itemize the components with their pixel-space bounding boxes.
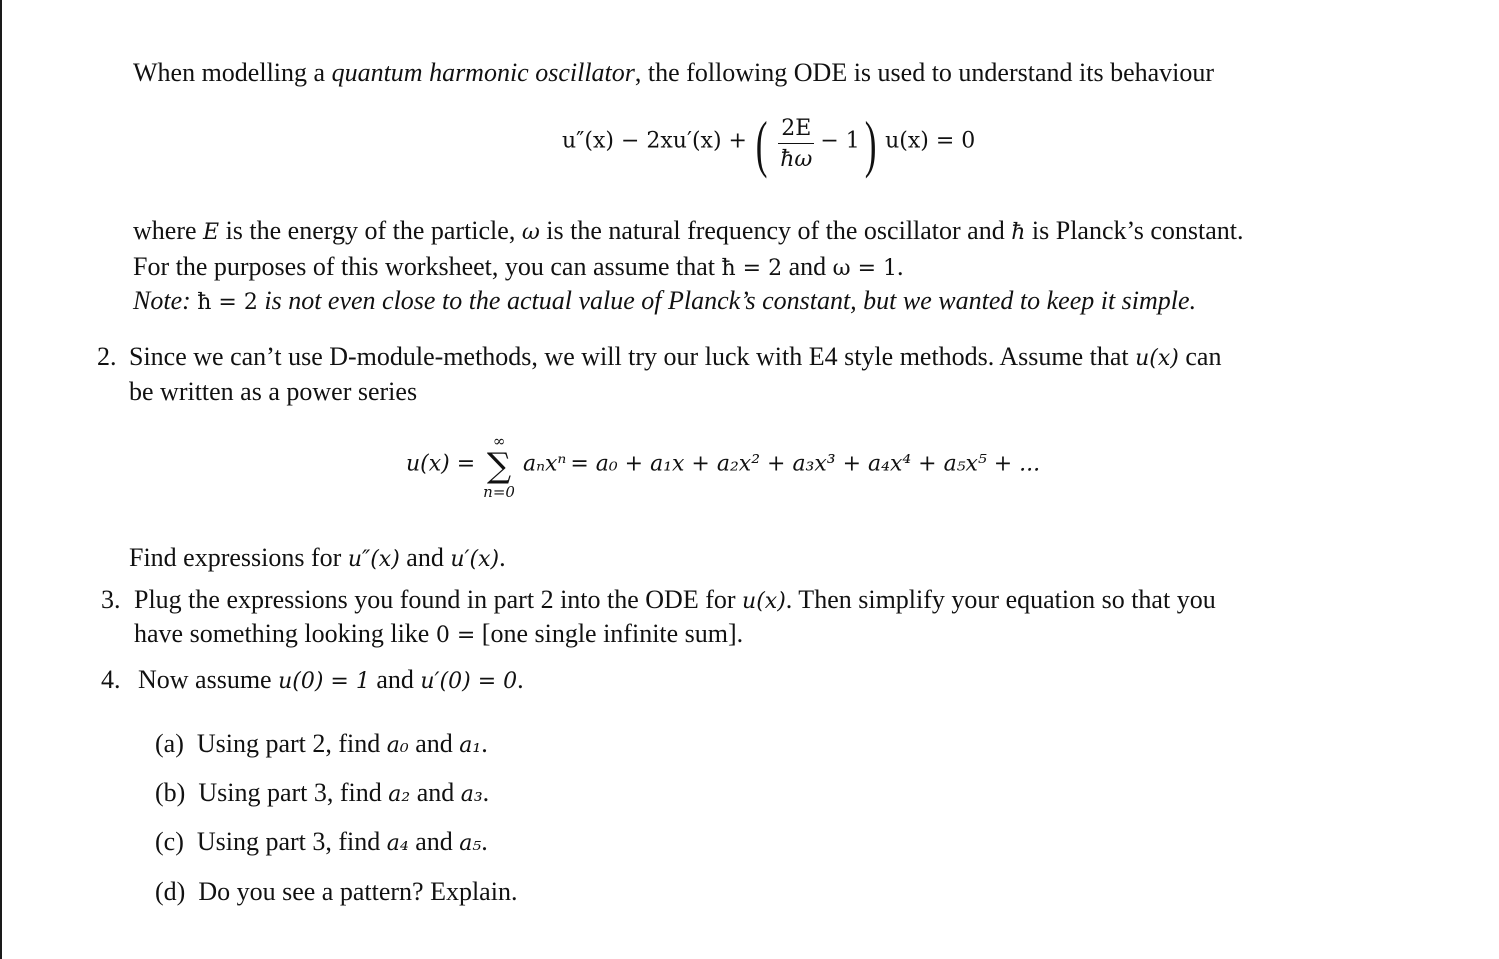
- subitem-d: (d) Do you see a pattern? Explain.: [155, 877, 518, 906]
- left-paren: (: [755, 108, 768, 179]
- ode-equation: [562, 108, 976, 179]
- energy-symbol: E: [203, 220, 220, 245]
- note-line: Note: ħ = 2 is not even close to the actual value of Planck’s constant, but we wanted to keep it simple.: [133, 286, 1197, 315]
- page-left-edge: [0, 0, 2, 959]
- initial-condition-u: u(0) = 1: [278, 669, 370, 694]
- item-4-line: Now assume u(0) = 1 and u′(0) = 0.: [138, 665, 524, 694]
- item-2-number: 2.: [97, 342, 117, 371]
- note-hbar: ħ = 2: [197, 290, 258, 315]
- subitem-label: (d): [155, 877, 186, 906]
- sum-upper-limit: ∞: [492, 432, 506, 450]
- sum-lower-limit: n=0: [483, 483, 515, 501]
- series-expansion: = a₀ + a₁x + a₂x² + a₃x³ + a₄x⁴ + a₅x⁵ + ...: [570, 451, 1041, 477]
- intro-text-end: , the following ODE is used to understand its behaviour: [634, 58, 1215, 87]
- ode-rhs: u(x) = 0: [885, 128, 976, 154]
- where-line: where E is the energy of the particle, ω is the natural frequency of the oscillator and ħ is Planck’s constant.: [133, 216, 1244, 245]
- find-line: Find expressions for u″(x) and u′(x).: [129, 543, 506, 572]
- item-3-number: 3.: [101, 585, 121, 614]
- hbar-value: ħ = 2: [721, 256, 783, 281]
- right-paren: ): [864, 108, 877, 179]
- u-prime: u′(x): [450, 547, 500, 572]
- sigma-symbol: ∑: [486, 446, 512, 486]
- fraction-denominator: ħω: [780, 147, 813, 172]
- fraction-numerator: 2E: [778, 116, 814, 144]
- assume-line: For the purposes of this worksheet, you can assume that ħ = 2 and ω = 1.: [133, 252, 904, 281]
- item-2-line-1: Since we can’t use D-module-methods, we will try our luck with E4 style methods. Assume that u(x) can: [129, 342, 1222, 371]
- omega-symbol: ω: [521, 220, 540, 245]
- item-4-number: 4.: [101, 665, 121, 694]
- ode-fraction: [778, 116, 814, 172]
- subitem-label: (b): [155, 778, 186, 807]
- zero-equals: 0 =: [435, 623, 476, 648]
- hbar-symbol: ħ: [1011, 220, 1026, 245]
- item-2-line-2: be written as a power series: [129, 377, 418, 406]
- omega-value: ω = 1: [832, 256, 898, 281]
- item-3-line-1: Plug the expressions you found in part 2 into the ODE for u(x). Then simplify your equation so that you: [134, 585, 1216, 614]
- ode-minus-one: − 1: [820, 128, 860, 154]
- intro-text: When modelling a: [133, 58, 332, 87]
- power-series-equation: [406, 432, 1040, 502]
- subitem-c: (c) Using part 3, find a₄ and a₅.: [155, 827, 488, 856]
- u-of-x-ref: u(x): [742, 589, 786, 614]
- series-lhs: u(x) =: [406, 451, 476, 477]
- ode-lhs: u″(x) − 2xu′(x) +: [562, 128, 747, 154]
- initial-condition-u-prime: u′(0) = 0: [420, 669, 518, 694]
- subitem-label: (c): [155, 827, 184, 856]
- series-term: aₙxⁿ: [522, 451, 567, 477]
- u-double-prime: u″(x): [347, 547, 400, 572]
- intro-emphasis: quantum harmonic oscillator: [331, 58, 635, 87]
- subitem-a: (a) Using part 2, find a₀ and a₁.: [155, 729, 488, 758]
- item-3-line-2: have something looking like 0 = [one single infinite sum].: [134, 619, 744, 648]
- sum-operator: [483, 432, 515, 502]
- u-of-x: u(x): [1135, 346, 1179, 371]
- subitem-b: (b) Using part 3, find a₂ and a₃.: [155, 778, 490, 807]
- intro-line: [133, 60, 1214, 86]
- subitem-label: (a): [155, 729, 184, 758]
